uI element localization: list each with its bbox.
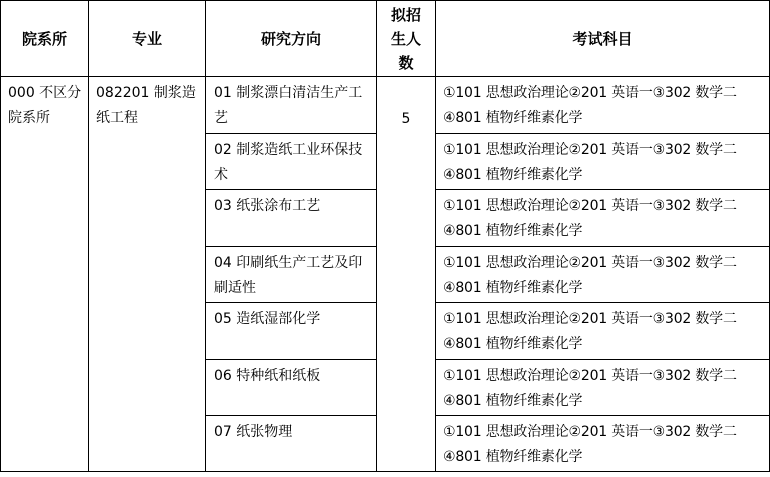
planned-count-value: 5 — [401, 111, 411, 127]
direction-cell — [206, 360, 377, 416]
subjects-text: ①101 思想政治理论②201 英语一③302 数学二④801 植物纤维素化学 — [443, 198, 737, 239]
header-department: 院系所 — [1, 1, 89, 77]
direction-cell — [206, 416, 377, 472]
subjects-cell — [436, 303, 770, 360]
header-direction: 研究方向 — [206, 1, 377, 77]
direction-text: 04 印刷纸生产工艺及印刷适性 — [214, 255, 363, 296]
planned-count-cell — [377, 77, 436, 472]
direction-cell — [206, 247, 377, 303]
header-subjects: 考试科目 — [436, 1, 770, 77]
direction-text: 03 纸张涂布工艺 — [214, 198, 321, 214]
direction-text: 06 特种纸和纸板 — [214, 368, 321, 384]
direction-cell — [206, 77, 377, 134]
subjects-cell — [436, 247, 770, 303]
subjects-text: ①101 思想政治理论②201 英语一③302 数学二④801 植物纤维素化学 — [443, 85, 737, 126]
subjects-text: ①101 思想政治理论②201 英语一③302 数学二④801 植物纤维素化学 — [443, 311, 737, 352]
header-count-line1: 拟招 — [390, 5, 421, 24]
header-planned-count — [377, 1, 436, 77]
direction-cell — [206, 134, 377, 190]
major-text: 082201 制浆造纸工程 — [96, 85, 196, 126]
subjects-cell — [436, 360, 770, 416]
direction-cell — [206, 190, 377, 247]
header-row — [1, 1, 770, 77]
subjects-cell — [436, 416, 770, 472]
subjects-text: ①101 思想政治理论②201 英语一③302 数学二④801 植物纤维素化学 — [443, 142, 737, 183]
header-count-line3: 数 — [398, 53, 414, 72]
direction-text: 01 制浆漂白清洁生产工艺 — [214, 85, 363, 126]
table-row — [1, 77, 770, 134]
direction-cell — [206, 303, 377, 360]
subjects-text: ①101 思想政治理论②201 英语一③302 数学二④801 植物纤维素化学 — [443, 424, 737, 465]
header-count-line2: 生人 — [390, 29, 421, 48]
department-text: 000 不区分院系所 — [8, 85, 82, 126]
subjects-cell — [436, 77, 770, 134]
direction-text: 02 制浆造纸工业环保技术 — [214, 142, 363, 183]
department-cell — [1, 77, 89, 472]
subjects-text: ①101 思想政治理论②201 英语一③302 数学二④801 植物纤维素化学 — [443, 255, 737, 296]
subjects-text: ①101 思想政治理论②201 英语一③302 数学二④801 植物纤维素化学 — [443, 368, 737, 409]
header-major: 专业 — [89, 1, 206, 77]
major-cell — [89, 77, 206, 472]
subjects-cell — [436, 190, 770, 247]
direction-text: 07 纸张物理 — [214, 424, 293, 440]
subjects-cell — [436, 134, 770, 190]
direction-text: 05 造纸湿部化学 — [214, 311, 321, 327]
